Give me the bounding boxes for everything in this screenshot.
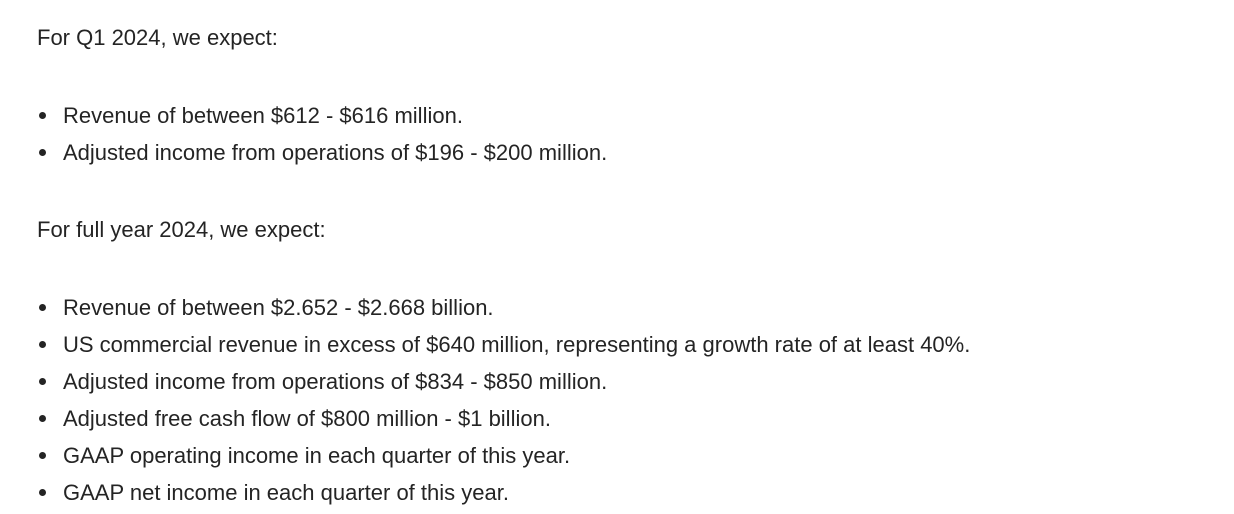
list-item-text: Revenue of between $612 - $616 million.: [63, 103, 463, 128]
list-item: [37, 474, 1217, 511]
list-item: [37, 400, 1217, 437]
bullet-icon: [39, 415, 46, 422]
list-item-text: Adjusted income from operations of $834 - $850 million.: [63, 369, 608, 394]
q1-guidance-list: [37, 97, 1217, 171]
list-item: [37, 289, 1217, 326]
q1-intro: For Q1 2024, we expect:: [37, 25, 278, 50]
list-item-text: Adjusted income from operations of $196 - $200 million.: [63, 140, 608, 165]
bullet-icon: [39, 452, 46, 459]
list-item: [37, 326, 1217, 363]
full-year-intro: For full year 2024, we expect:: [37, 217, 326, 242]
list-item-text: Revenue of between $2.652 - $2.668 billion.: [63, 295, 494, 320]
bullet-icon: [39, 378, 46, 385]
bullet-icon: [39, 341, 46, 348]
list-item-text: US commercial revenue in excess of $640 million, representing a growth rate of at least 40%.: [63, 332, 971, 357]
bullet-icon: [39, 149, 46, 156]
list-item-text: GAAP operating income in each quarter of this year.: [63, 443, 571, 468]
list-item: [37, 363, 1217, 400]
bullet-icon: [39, 304, 46, 311]
list-item-text: GAAP net income in each quarter of this year.: [63, 480, 509, 505]
full-year-guidance-list: [37, 289, 1217, 511]
list-item-text: Adjusted free cash flow of $800 million - $1 billion.: [63, 406, 551, 431]
list-item: [37, 437, 1217, 474]
bullet-icon: [39, 489, 46, 496]
list-item: [37, 97, 1217, 134]
list-item: [37, 134, 1217, 171]
bullet-icon: [39, 112, 46, 119]
